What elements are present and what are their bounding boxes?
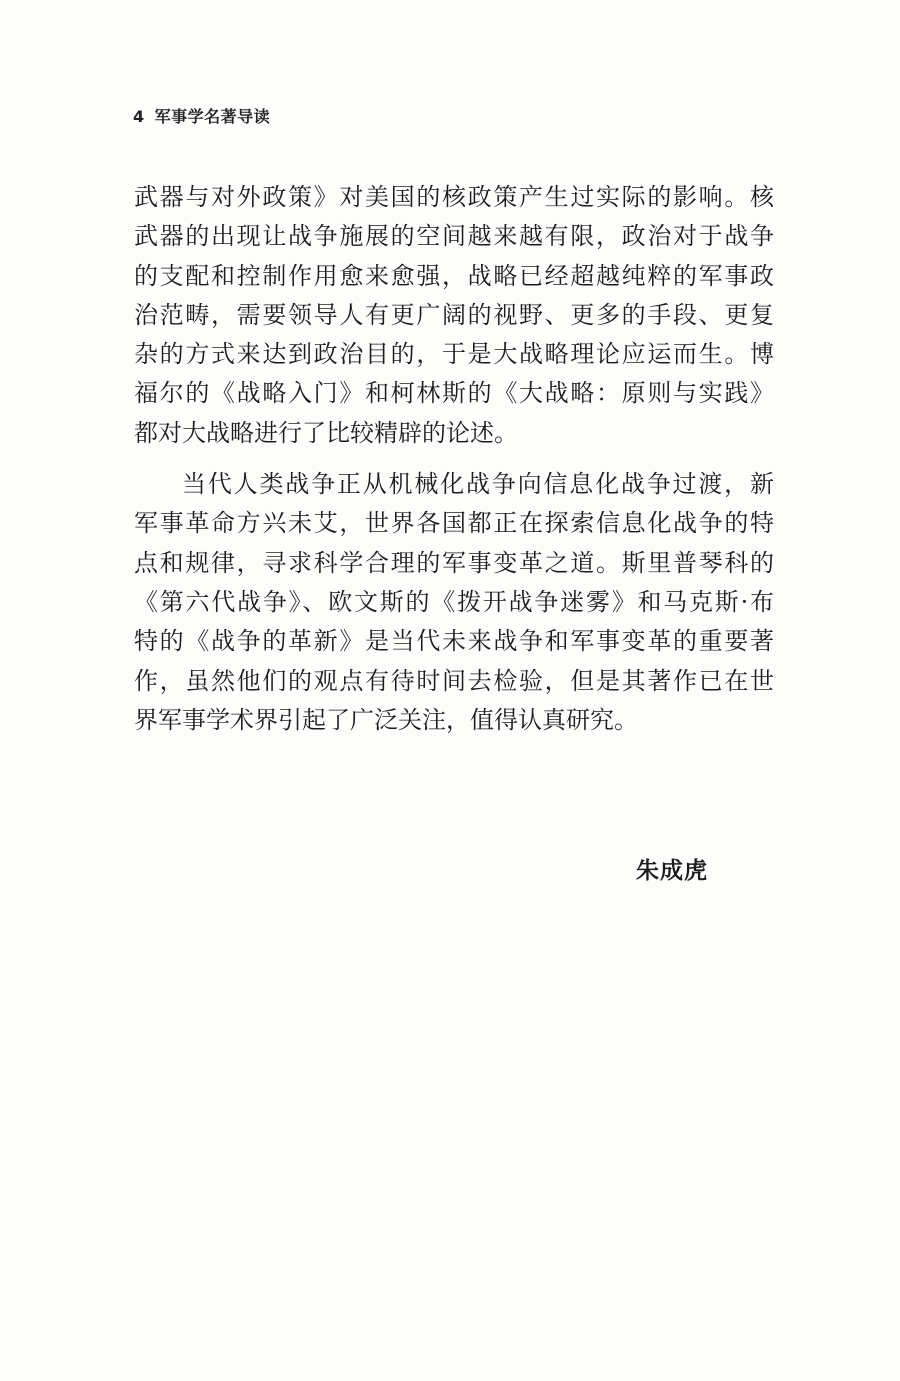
page-number: 4	[133, 107, 145, 126]
text-line: 界军事学术界引起了广泛关注，值得认真研究。	[134, 705, 638, 734]
text-line: 福尔的《战略入门》和柯林斯的《大战略：原则与实践》	[134, 379, 774, 408]
text-line: 军事革命方兴未艾，世界各国都正在探索信息化战争的特	[134, 509, 774, 538]
text-line: 都对大战略进行了比较精辟的论述。	[134, 418, 518, 447]
text-line: 当代人类战争正从机械化战争向信息化战争过渡，新	[182, 470, 774, 499]
paragraph-gap	[134, 453, 774, 465]
text-line: 特的《战争的革新》是当代未来战争和军事变革的重要著	[134, 627, 774, 656]
author-signature: 朱成虎	[636, 857, 708, 884]
running-header	[133, 104, 270, 127]
text-line: 《第六代战争》、欧文斯的《拨开战争迷雾》和马克斯·布	[134, 587, 774, 616]
paragraph-2	[134, 465, 774, 740]
text-line: 点和规律，寻求科学合理的军事变革之道。斯里普琴科的	[134, 548, 774, 577]
text-line: 武器与对外政策》对美国的核政策产生过实际的影响。核	[134, 183, 774, 211]
text-line: 作，虽然他们的观点有待时间去检验，但是其著作已在世	[134, 666, 774, 695]
book-title: 军事学名著导读	[154, 107, 271, 126]
body-text	[134, 178, 774, 740]
text-line: 武器的出现让战争施展的空间越来越有限，政治对于战争	[134, 222, 774, 251]
text-line: 杂的方式来达到政治目的，于是大战略理论应运而生。博	[134, 340, 774, 369]
paragraph-1	[134, 178, 774, 453]
text-line: 的支配和控制作用愈来愈强，战略已经超越纯粹的军事政	[134, 261, 774, 290]
text-line: 治范畴，需要领导人有更广阔的视野、更多的手段、更复	[134, 300, 774, 329]
